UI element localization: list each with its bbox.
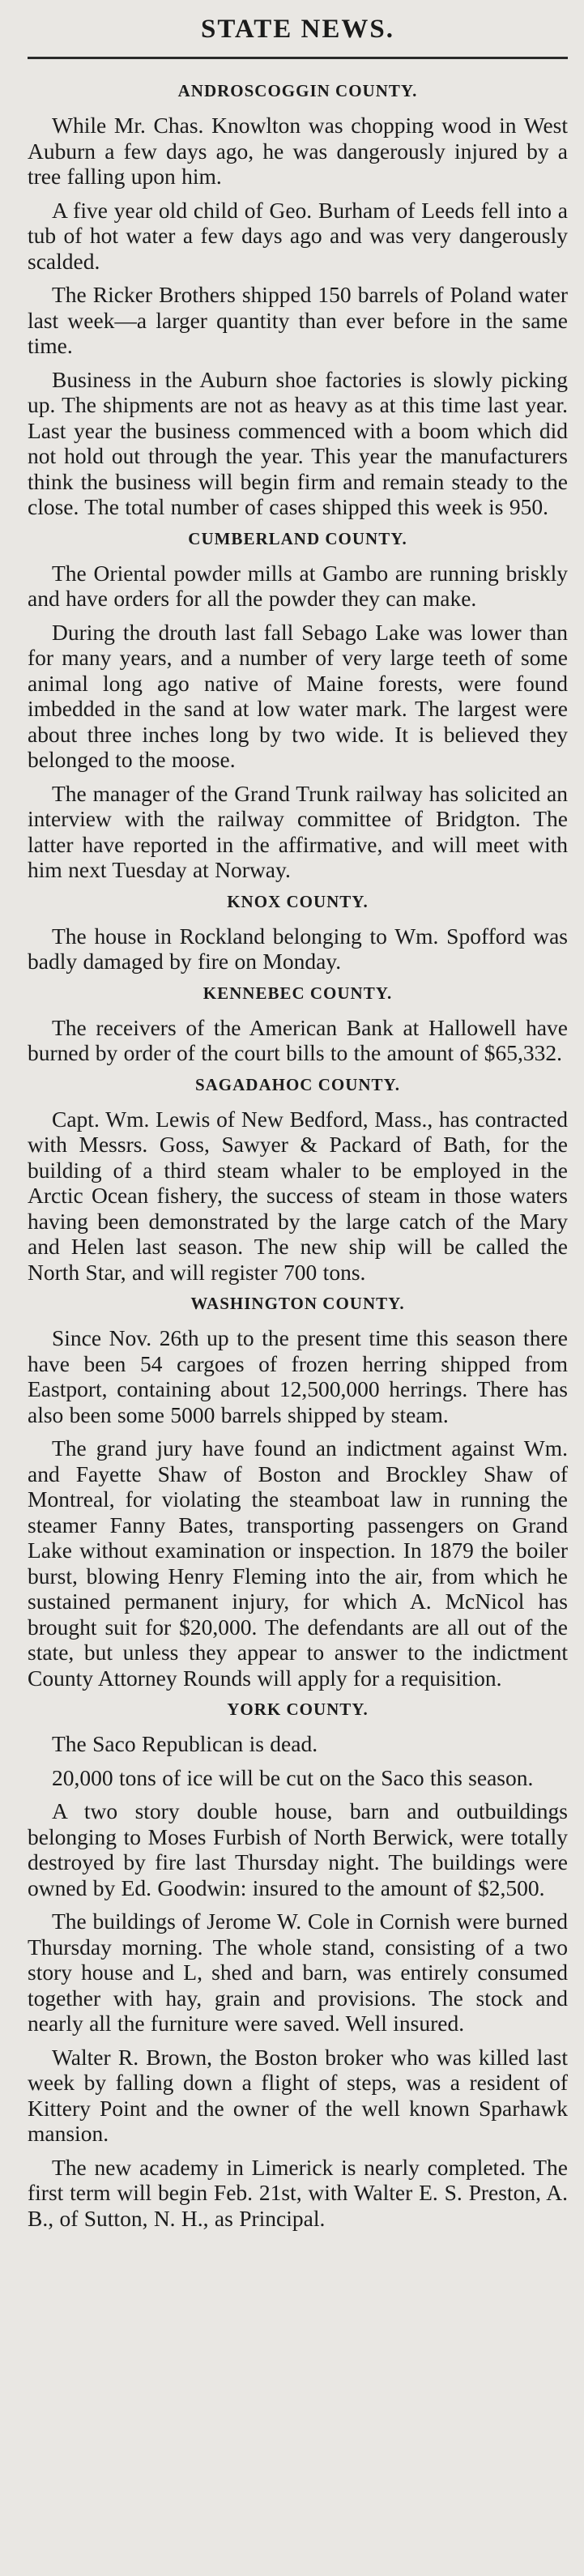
county-section xyxy=(28,891,568,975)
news-paragraph: A five year old child of Geo. Burham of Leeds fell into a tub of hot water a few days ago and was very dangerously scalded. xyxy=(28,197,568,274)
county-section xyxy=(28,1699,568,2231)
section-heading: YORK COUNTY. xyxy=(227,1700,369,1719)
news-paragraph: The grand jury have found an indictment against Wm. and Fayette Shaw of Boston and Brockley Shaw of Montreal, for violating the steamboat law in running the steamer Fanny Bates, transporting passengers on Grand Lake without examination or inspection. In 1879 the boiler burst, blowing Henry Fleming into the air, from which he sustained permanent injury, for which A. McNicol has brought suit for $20,000. The defendants are all out of the state, but unless they appear to answer to the indictment County Attorney Rounds will apply for a requisition. xyxy=(28,1435,568,1691)
news-paragraph: A two story double house, barn and outbuildings belonging to Moses Furbish of North Berwick, were totally destroyed by fire last Thursday night. The buildings were owned by Ed. Goodwin: insured to the amount of $2,500. xyxy=(28,1798,568,1900)
news-paragraph: The new academy in Limerick is nearly completed. The first term will begin Feb. 21st, with Walter E. S. Preston, A. B., of Sutton, N. H., as Principal. xyxy=(28,2154,568,2231)
news-paragraph: 20,000 tons of ice will be cut on the Saco this season. xyxy=(52,1764,534,1790)
news-paragraph: While Mr. Chas. Knowlton was chopping wood in West Auburn a few days ago, he was dangerously injured by a tree falling upon him. xyxy=(28,113,568,189)
title-rule xyxy=(28,57,568,59)
news-paragraph: The manager of the Grand Trunk railway has solicited an interview with the railway committee of Bridgton. The latter have reported in the affirmative, and will meet with him next Tuesday at Norway. xyxy=(28,780,568,882)
news-sections xyxy=(28,80,568,2231)
section-heading: SAGADAHOC COUNTY. xyxy=(194,1074,401,1094)
news-paragraph: The house in Rockland belonging to Wm. Spofford was badly damaged by fire on Monday. xyxy=(28,923,568,974)
news-paragraph: Capt. Wm. Lewis of New Bedford, Mass., has contracted with Messrs. Goss, Sawyer & Packard of Bath, for the building of a third steam whaler to be employed in the Arctic Ocean fishery, the success of steam in those waters having been demonstrated by the large catch of the Mary and Helen last season. The new ship will be called the North Star, and will register 700 tons. xyxy=(28,1106,568,1285)
news-paragraph: Since Nov. 26th up to the present time this season there have been 54 cargoes of frozen herring shipped from Eastport, containing about 12,500,000 herrings. There has also been some 5000 barrels shipped by steam. xyxy=(28,1325,568,1427)
county-section xyxy=(28,80,568,520)
section-heading: WASHINGTON COUNTY. xyxy=(190,1294,405,1313)
news-paragraph: The Saco Republican is dead. xyxy=(52,1731,318,1756)
county-section xyxy=(28,983,568,1066)
page-title: STATE NEWS. xyxy=(200,15,394,44)
news-paragraph: The Ricker Brothers shipped 150 barrels of Poland water last week—a larger quantity than ever before in the same time. xyxy=(28,282,568,358)
section-heading: CUMBERLAND COUNTY. xyxy=(188,528,407,548)
county-section xyxy=(28,528,568,883)
section-heading: ANDROSCOGGIN COUNTY. xyxy=(177,81,418,100)
county-section xyxy=(28,1074,568,1286)
news-paragraph: Business in the Auburn shoe factories is slowly picking up. The shipments are not as heavy as at this time last year. Last year the business commenced with a boom which did not hold out through the year. This year the manufacturers think the business will begin firm and remain steady to the close. The total number of cases shipped this week is 950. xyxy=(28,366,568,519)
news-paragraph: The buildings of Jerome W. Cole in Cornish were burned Thursday morning. The whole stand, consisting of a two story house and L, shed and barn, was entirely consumed together with hay, grain and provisions. The stock and nearly all the furniture were saved. Well insured. xyxy=(28,1909,568,2036)
news-paragraph: The receivers of the American Bank at Hallowell have burned by order of the court bills to the amount of $65,332. xyxy=(28,1014,568,1065)
news-paragraph: The Oriental powder mills at Gambo are running briskly and have orders for all the powder they can make. xyxy=(28,560,568,611)
news-paragraph: During the drouth last fall Sebago Lake was lower than for many years, and a number of very large teeth of some animal long ago native of Maine forests, were found imbedded in the sand at low water mark. The largest were about three inches long by two wide. It is believed they belonged to the moose. xyxy=(28,619,568,772)
section-heading: KNOX COUNTY. xyxy=(227,891,369,911)
section-heading: KENNEBEC COUNTY. xyxy=(202,983,393,1003)
news-paragraph: Walter R. Brown, the Boston broker who was killed last week by falling down a flight of steps, was a resident of Kittery Point and the owner of the well known Sparhawk mansion. xyxy=(28,2044,568,2146)
county-section xyxy=(28,1293,568,1691)
